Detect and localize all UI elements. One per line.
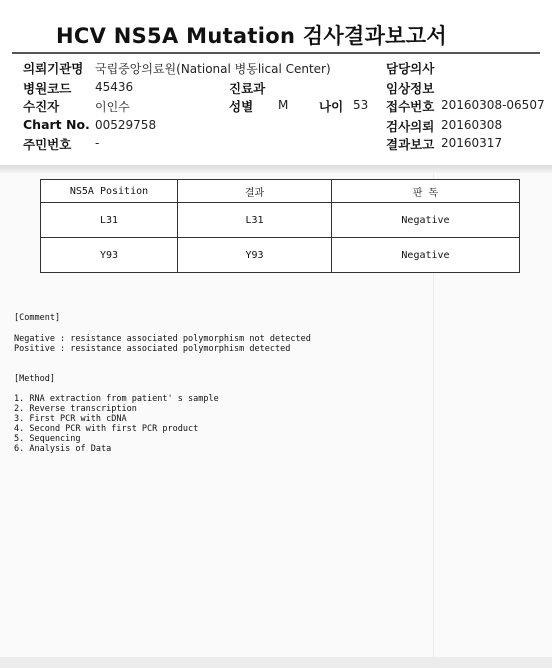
result-cell: Y93	[178, 238, 332, 273]
comment-line-negative: Negative : resistance associated polymorphism not detected	[14, 334, 311, 344]
comment-heading: [Comment]	[14, 313, 61, 323]
hospital-code-label: 병원코드	[23, 81, 72, 96]
table-row	[41, 203, 520, 238]
result-table-header	[41, 180, 520, 203]
table-row	[41, 238, 520, 273]
report-title: HCV NS5A Mutation 검사결과보고서	[56, 24, 447, 48]
age-value: 53	[353, 98, 369, 112]
method-step: 3. First PCR with cDNA	[14, 414, 127, 424]
request-date-label: 검사의뢰	[386, 119, 435, 134]
age-label: 나이	[319, 99, 344, 114]
department-label: 진료과	[229, 81, 266, 96]
resident-number-label: 주민번호	[23, 137, 72, 152]
method-heading: [Method]	[14, 374, 55, 384]
method-step: 6. Analysis of Data	[14, 444, 112, 454]
title-divider	[12, 52, 540, 54]
report-date-label: 결과보고	[386, 137, 435, 152]
chart-number-value: 00529758	[95, 118, 157, 132]
request-date-value: 20160308	[441, 118, 503, 132]
receipt-number-value: 20160308-06507	[441, 98, 545, 112]
report-date-value: 20160317	[441, 136, 503, 150]
method-step: 5. Sequencing	[14, 434, 81, 444]
receipt-number-label: 접수번호	[386, 99, 435, 114]
doctor-label: 담당의사	[386, 61, 435, 76]
interpretation-cell: Negative	[332, 203, 520, 238]
interpretation-column-header: 판 독	[332, 180, 520, 203]
method-step: 1. RNA extraction from patient' s sample	[14, 394, 219, 404]
bottom-edge	[0, 657, 552, 668]
report-header	[0, 0, 552, 170]
institution-label: 의뢰기관명	[23, 61, 84, 76]
resident-number-value: -	[95, 136, 100, 150]
hospital-code-value: 45436	[95, 80, 134, 94]
position-cell: L31	[41, 203, 178, 238]
result-column-header: 결과	[178, 180, 332, 203]
method-step: 4. Second PCR with first PCR product	[14, 424, 199, 434]
sex-label: 성별	[229, 99, 254, 114]
result-cell: L31	[178, 203, 332, 238]
patient-value: 이인수	[95, 100, 130, 114]
interpretation-cell: Negative	[332, 238, 520, 273]
method-step: 2. Reverse transcription	[14, 404, 137, 414]
position-column-header: NS5A Position	[41, 180, 178, 203]
patient-label: 수진자	[23, 99, 60, 114]
comment-line-positive: Positive : resistance associated polymorphism detected	[14, 344, 291, 354]
header-separator	[0, 165, 552, 173]
position-cell: Y93	[41, 238, 178, 273]
result-table	[40, 179, 520, 273]
institution-value: 국립중앙의료원(National 병동lical Center)	[95, 62, 331, 76]
chart-number-label: Chart No.	[23, 117, 90, 132]
sex-value: M	[278, 98, 289, 112]
clinical-info-label: 임상정보	[386, 81, 435, 96]
